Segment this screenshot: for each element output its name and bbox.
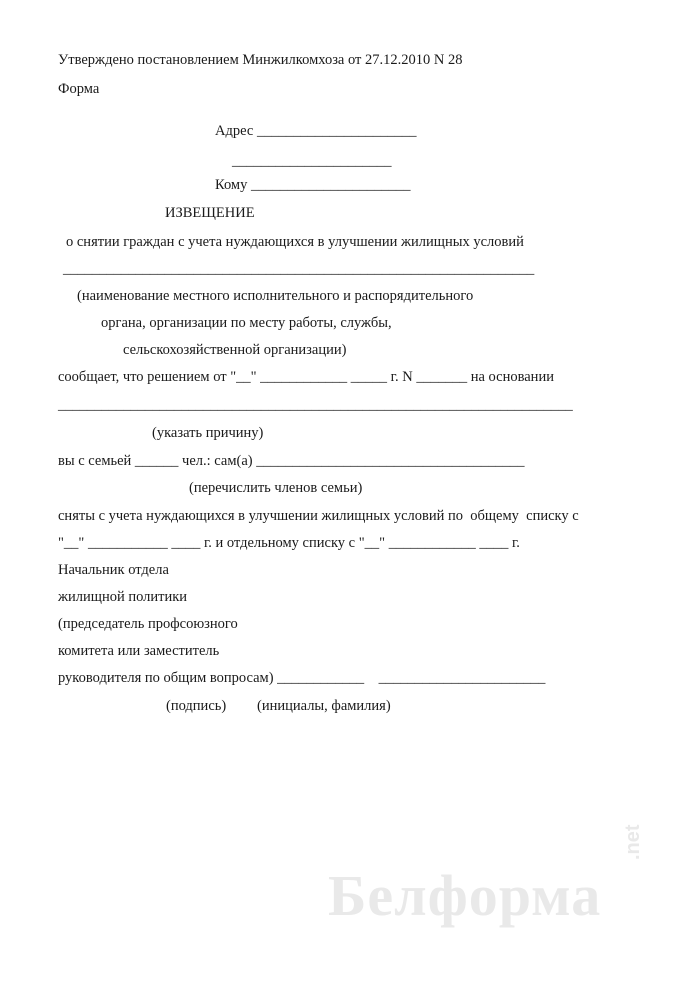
signatory-line-3: (председатель профсоюзного xyxy=(58,616,238,632)
organization-hint-2: органа, организации по месту работы, службы, xyxy=(101,315,392,331)
address-line-continued: ______________________ xyxy=(232,153,392,169)
watermark-suffix: .net xyxy=(622,824,644,860)
signature-hint: (подпись) xyxy=(166,698,227,714)
removal-line-2: "__" ___________ ____ г. и отдельному списку с "__" ____________ ____ г. xyxy=(58,535,520,551)
removal-line-1: сняты с учета нуждающихся в улучшении жилищных условий по общему списку с xyxy=(58,508,579,524)
document-subtitle: о снятии граждан с учета нуждающихся в улучшении жилищных условий xyxy=(66,234,524,250)
reason-blank: _______________________________________________________________________ xyxy=(58,397,573,413)
signatory-line-1: Начальник отдела xyxy=(58,562,169,578)
organization-blank: _________________________________________________________________ xyxy=(63,261,535,277)
full-name-hint: (инициалы, фамилия) xyxy=(257,698,391,714)
organization-hint-1: (наименование местного исполнительного и распорядительного xyxy=(77,288,474,304)
address-line: Адрес ______________________ xyxy=(215,123,417,139)
decision-line: сообщает, что решением от "__" ____________ _____ г. N _______ на основании xyxy=(58,369,554,385)
document-title: ИЗВЕЩЕНИЕ xyxy=(165,205,255,221)
watermark-logo: Белформа xyxy=(328,863,602,928)
signatory-line-2: жилищной политики xyxy=(58,589,188,605)
recipient-line: Кому ______________________ xyxy=(215,177,411,193)
organization-hint-3: сельскохозяйственной организации) xyxy=(123,342,347,358)
signatory-line-4: комитета или заместитель xyxy=(58,643,220,659)
approval-note: Утверждено постановлением Минжилкомхоза от 27.12.2010 N 28 xyxy=(58,52,463,68)
reason-hint: (указать причину) xyxy=(152,425,264,441)
family-hint: (перечислить членов семьи) xyxy=(189,480,363,496)
form-label: Форма xyxy=(58,81,100,97)
family-line: вы с семьей ______ чел.: сам(а) _____________________________________ xyxy=(58,453,525,469)
signatory-line-5: руководителя по общим вопросам) ____________ _______________________ xyxy=(58,670,546,686)
